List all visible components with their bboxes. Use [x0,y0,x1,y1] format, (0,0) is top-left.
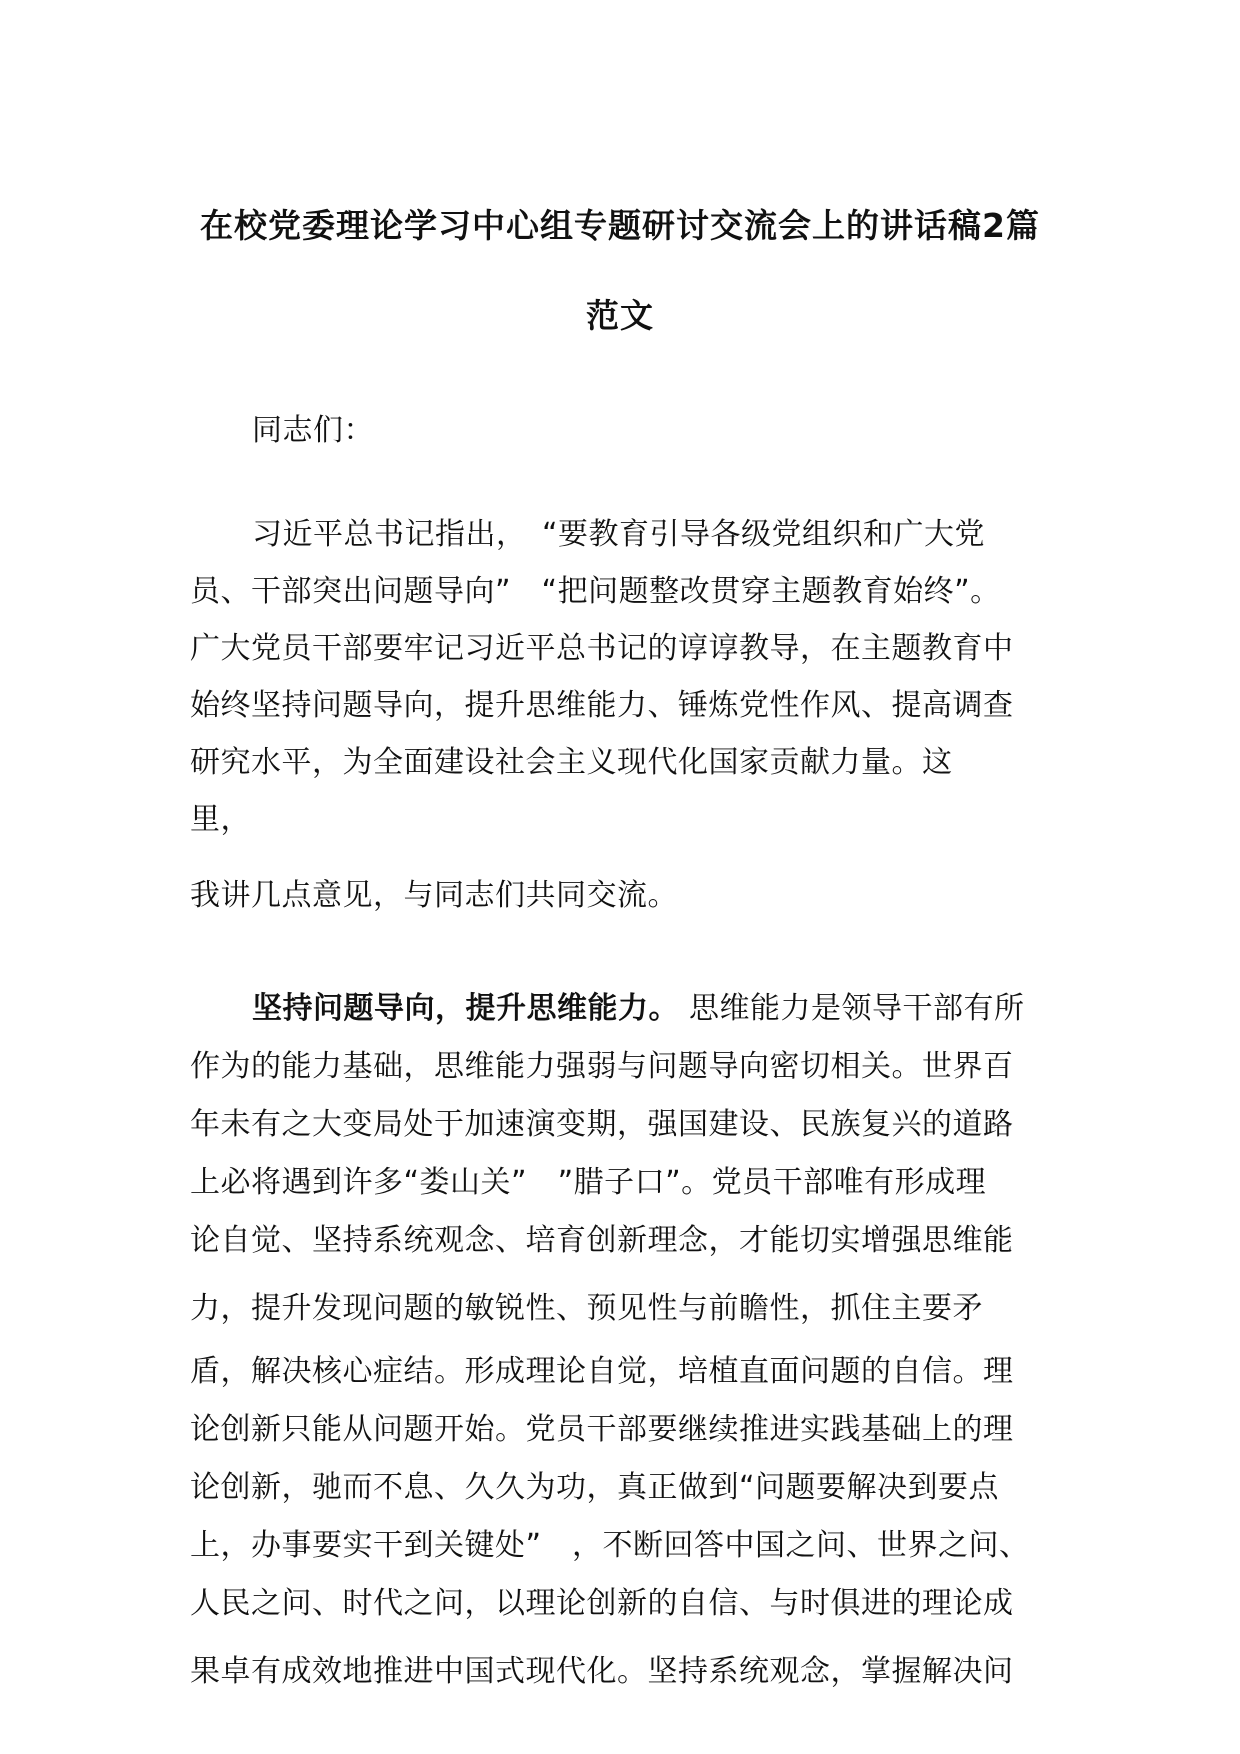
section-line: 人民之问、时代之问，以理论创新的自信、与时俱进的理论成 [190,1586,1014,1621]
section-line: 果卓有成效地推进中国式现代化。坚持系统观念，掌握解决问 [190,1654,1014,1689]
document-title-line-2: 范文 [586,296,654,335]
section-line: 上必将遇到许多“娄山关” ”腊子口”。党员干部唯有形成理 [190,1165,987,1200]
intro-line: 员、干部突出问题导向” “把问题整改贯穿主题教育始终”。 [190,574,1001,609]
section-first-line [252,983,1025,1027]
section-line: 论创新只能从问题开始。党员干部要继续推进实践基础上的理 [190,1412,1014,1447]
salutation: 同志们： [252,413,374,448]
section-heading: 坚持问题导向，提升思维能力。 [252,991,679,1026]
section-text: 思维能力是领导干部有所 [679,991,1025,1026]
section-line: 作为的能力基础，思维能力强弱与问题导向密切相关。世界百 [190,1049,1014,1084]
section-line: 力，提升发现问题的敏锐性、预见性与前瞻性，抓住主要矛 [190,1291,983,1326]
intro-line: 我讲几点意见，与同志们共同交流。 [190,878,678,913]
section-line: 上，办事要实干到关键处” ，不断回答中国之问、世界之问、 [190,1528,1030,1563]
section-line: 盾，解决核心症结。形成理论自觉，培植直面问题的自信。理 [190,1354,1014,1389]
section-line: 论自觉、坚持系统观念、培育创新理念，才能切实增强思维能 [190,1223,1014,1258]
section-line: 年未有之大变局处于加速演变期，强国建设、民族复兴的道路 [190,1107,1014,1142]
intro-line: 始终坚持问题导向，提升思维能力、锤炼党性作风、提高调查 [190,688,1014,723]
intro-line: 研究水平，为全面建设社会主义现代化国家贡献力量。这 [190,745,953,780]
section-line: 论创新，驰而不息、久久为功，真正做到“问题要解决到要点 [190,1470,1000,1505]
intro-line: 广大党员干部要牢记习近平总书记的谆谆教导，在主题教育中 [190,631,1014,666]
document-title-line-1: 在校党委理论学习中心组专题研讨交流会上的讲话稿2篇 [200,206,1040,245]
intro-line: 里， [190,802,251,837]
intro-line: 习近平总书记指出， “要教育引导各级党组织和广大党 [252,517,986,552]
